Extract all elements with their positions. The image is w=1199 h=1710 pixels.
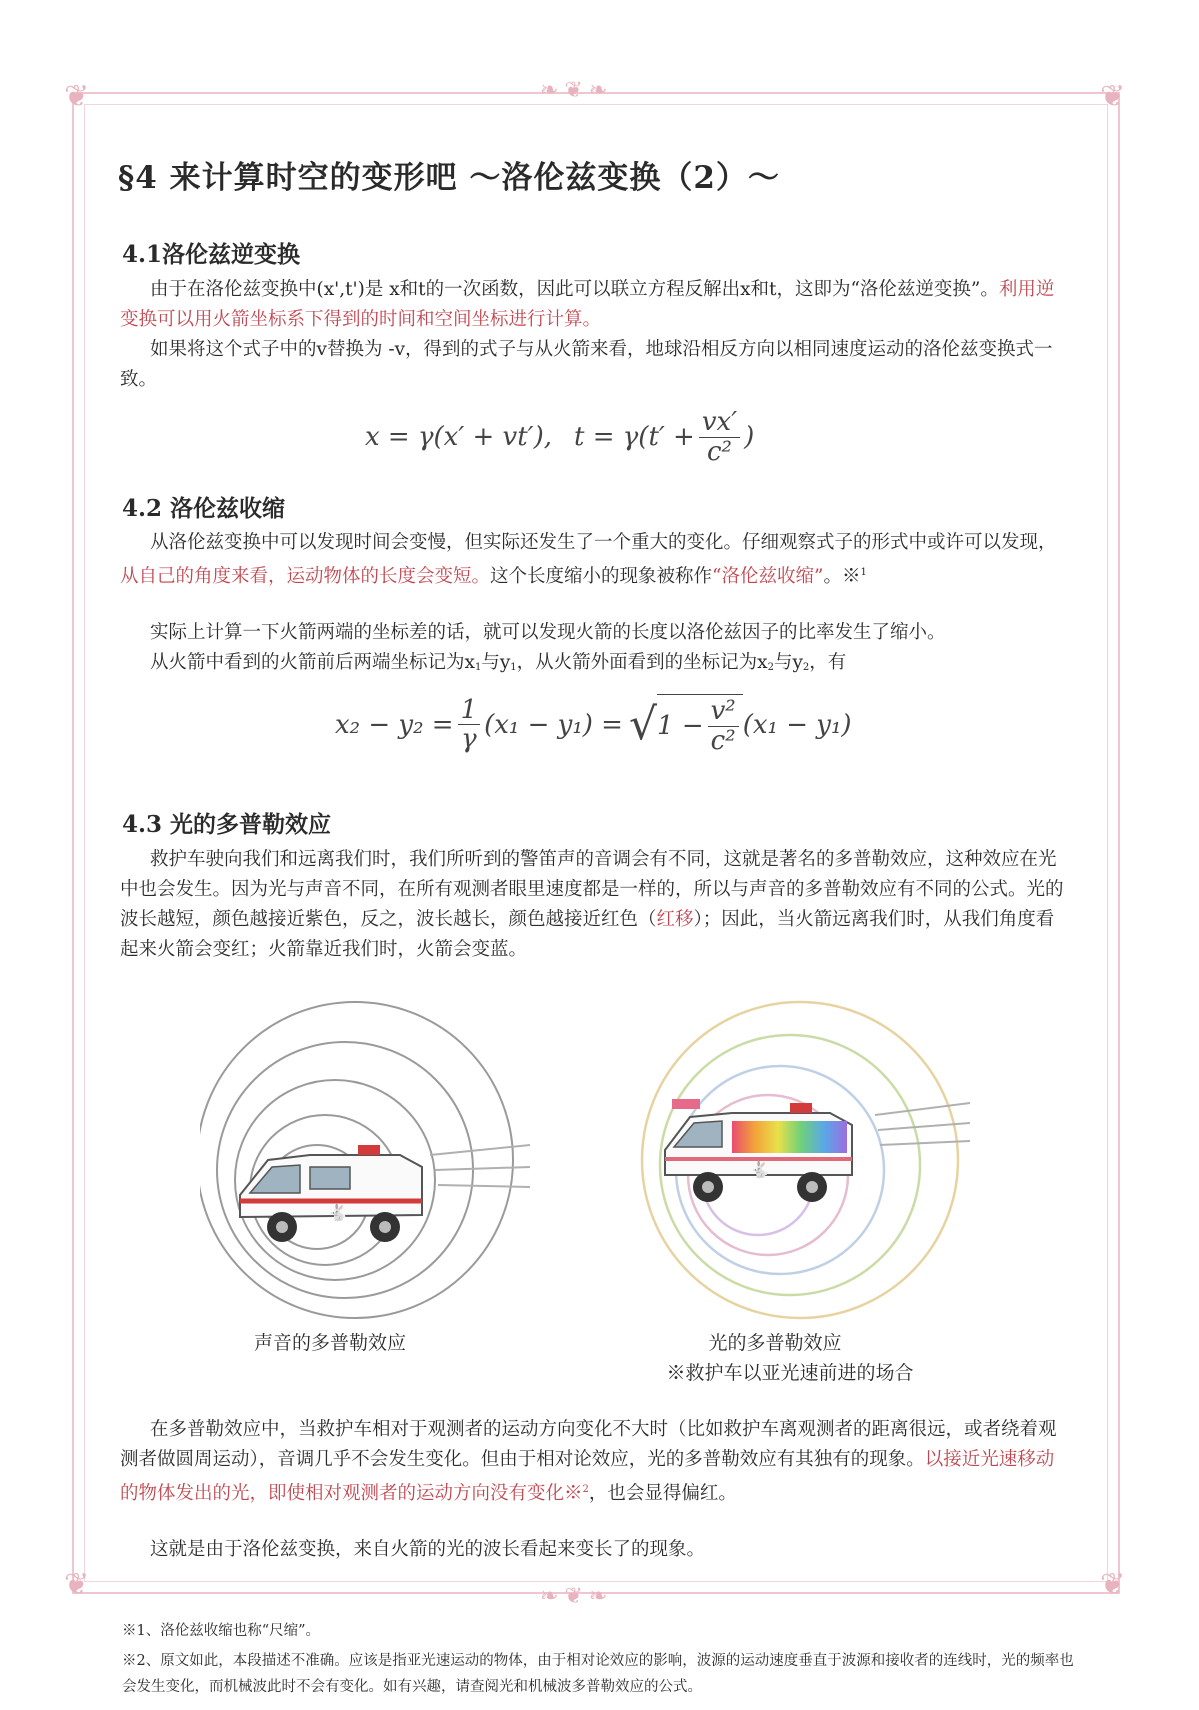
paragraph-4-3-2: 在多普勒效应中，当救护车相对于观测者的运动方向变化不大时（比如救护车离观测者的距离很远，或者绕着观测者做圆周运动），音调几乎不会发生变化。但由于相对论效应，光的多普勒效应有其独有的现象。以接近光速移动的物体发出的光，即使相对观测者的运动方向没有变化※$^2$，也会显得偏红。	[120, 1419, 1057, 1505]
corner-ornament-icon: ❦	[1100, 79, 1126, 114]
corner-ornament-icon: ❦	[1100, 1567, 1126, 1602]
svg-text:🐇: 🐇	[328, 1203, 348, 1222]
paragraph-4-1-1: 由于在洛伦兹变换中(x',t')是 x和t的一次函数，因此可以联立方程反解出x和t，这即为“洛伦兹逆变换”。利用逆变换可以用火箭坐标系下得到的时间和空间坐标进行计算。	[120, 279, 1055, 330]
paragraph-4-2-3: 从火箭中看到的火箭前后两端坐标记为$x_1$与$y_1$，从火箭外面看到的坐标记为$x_2$与$y_2$，有	[150, 652, 847, 673]
paragraph-4-2-1: 从洛伦兹变换中可以发现时间会变慢，但实际还发生了一个重大的变化。仔细观察式子的形式中或许可以发现，从自己的角度来看，运动物体的长度会变短。这个长度缩小的现象被称作“洛伦兹收缩”。※$^1$	[120, 532, 1057, 588]
section-heading-4-1: 4.1洛伦兹逆变换	[122, 241, 301, 268]
paragraph-4-2-2: 实际上计算一下火箭两端的坐标差的话，就可以发现火箭的长度以洛伦兹因子的比率发生了缩小。	[150, 622, 946, 643]
sqrt-symbol-icon: √	[628, 699, 658, 751]
corner-ornament-icon: ❦	[64, 1567, 90, 1602]
ambulance-icon	[240, 1145, 422, 1242]
formula-inverse-lorentz: x = γ(x′ + vt′), t = γ(t′ + $\frac{vx'}{\text{c²}}$ )	[365, 407, 755, 467]
page-title: §4 来计算时空的变形吧 ～洛伦兹变换（2）～	[118, 160, 780, 196]
caption-sound-doppler: 声音的多普勒效应	[253, 1332, 406, 1354]
caption-light-doppler: 光的多普勒效应	[708, 1332, 842, 1354]
bottom-ornament-icon: ❧❦❧	[540, 1584, 614, 1609]
formula-length-contraction: x₂ − y₂ = $\frac{1}{\gamma}$ (x₁ − y₁) = √ 1 − $\frac{\text{v²}}{\text{c²}}$ (x₁ − y₁)	[335, 694, 852, 756]
top-ornament-icon: ❧❦❧	[540, 78, 614, 103]
footnote-2: ※2、原文如此，本段描述不准确。应该是指亚光速运动的物体，由于相对论效应的影响，波源的运动速度垂直于波源和接收者的连线时，光的频率也会发生变化，而机械波此时不会有变化。如有兴趣，请查阅光和机械波多普勒效应的公式。	[122, 1653, 1074, 1695]
highlight-text: 利用逆变换可以用火箭坐标系下得到的时间和空间坐标进行计算。	[120, 279, 1055, 330]
sound-doppler-illustration	[200, 995, 530, 1325]
svg-text:🐇: 🐇	[750, 1160, 770, 1179]
paragraph-4-3-3: 这就是由于洛伦兹变换，来自火箭的光的波长看起来变长了的现象。	[150, 1539, 706, 1560]
paragraph-4-1-2: 如果将这个式子中的v替换为 -v，得到的式子与从火箭来看，地球沿相反方向以相同速度运动的洛伦兹变换式一致。	[120, 339, 1053, 390]
paragraph-4-3-1: 救护车驶向我们和远离我们时，我们所听到的警笛声的音调会有不同，这就是著名的多普勒效应，这种效应在光中也会发生。因为光与声音不同，在所有观测者眼里速度都是一样的，所以与声音的多普勒效应有不同的公式。光的波长越短，颜色越接近紫色，反之，波长越长，颜色越接近红色（红移）；因此，当火箭远离我们时，从我们角度看起来火箭会变红；火箭靠近我们时，火箭会变蓝。	[120, 849, 1064, 960]
section-heading-4-3: 4.3 光的多普勒效应	[122, 811, 332, 838]
corner-ornament-icon: ❦	[64, 79, 90, 114]
light-doppler-illustration	[640, 995, 970, 1325]
footnote-1: ※1、洛伦兹收缩也称“尺缩”。	[122, 1623, 321, 1639]
caption-light-doppler-note: ※救护车以亚光速前进的场合	[666, 1362, 914, 1384]
section-heading-4-2: 4.2 洛伦兹收缩	[122, 495, 286, 522]
